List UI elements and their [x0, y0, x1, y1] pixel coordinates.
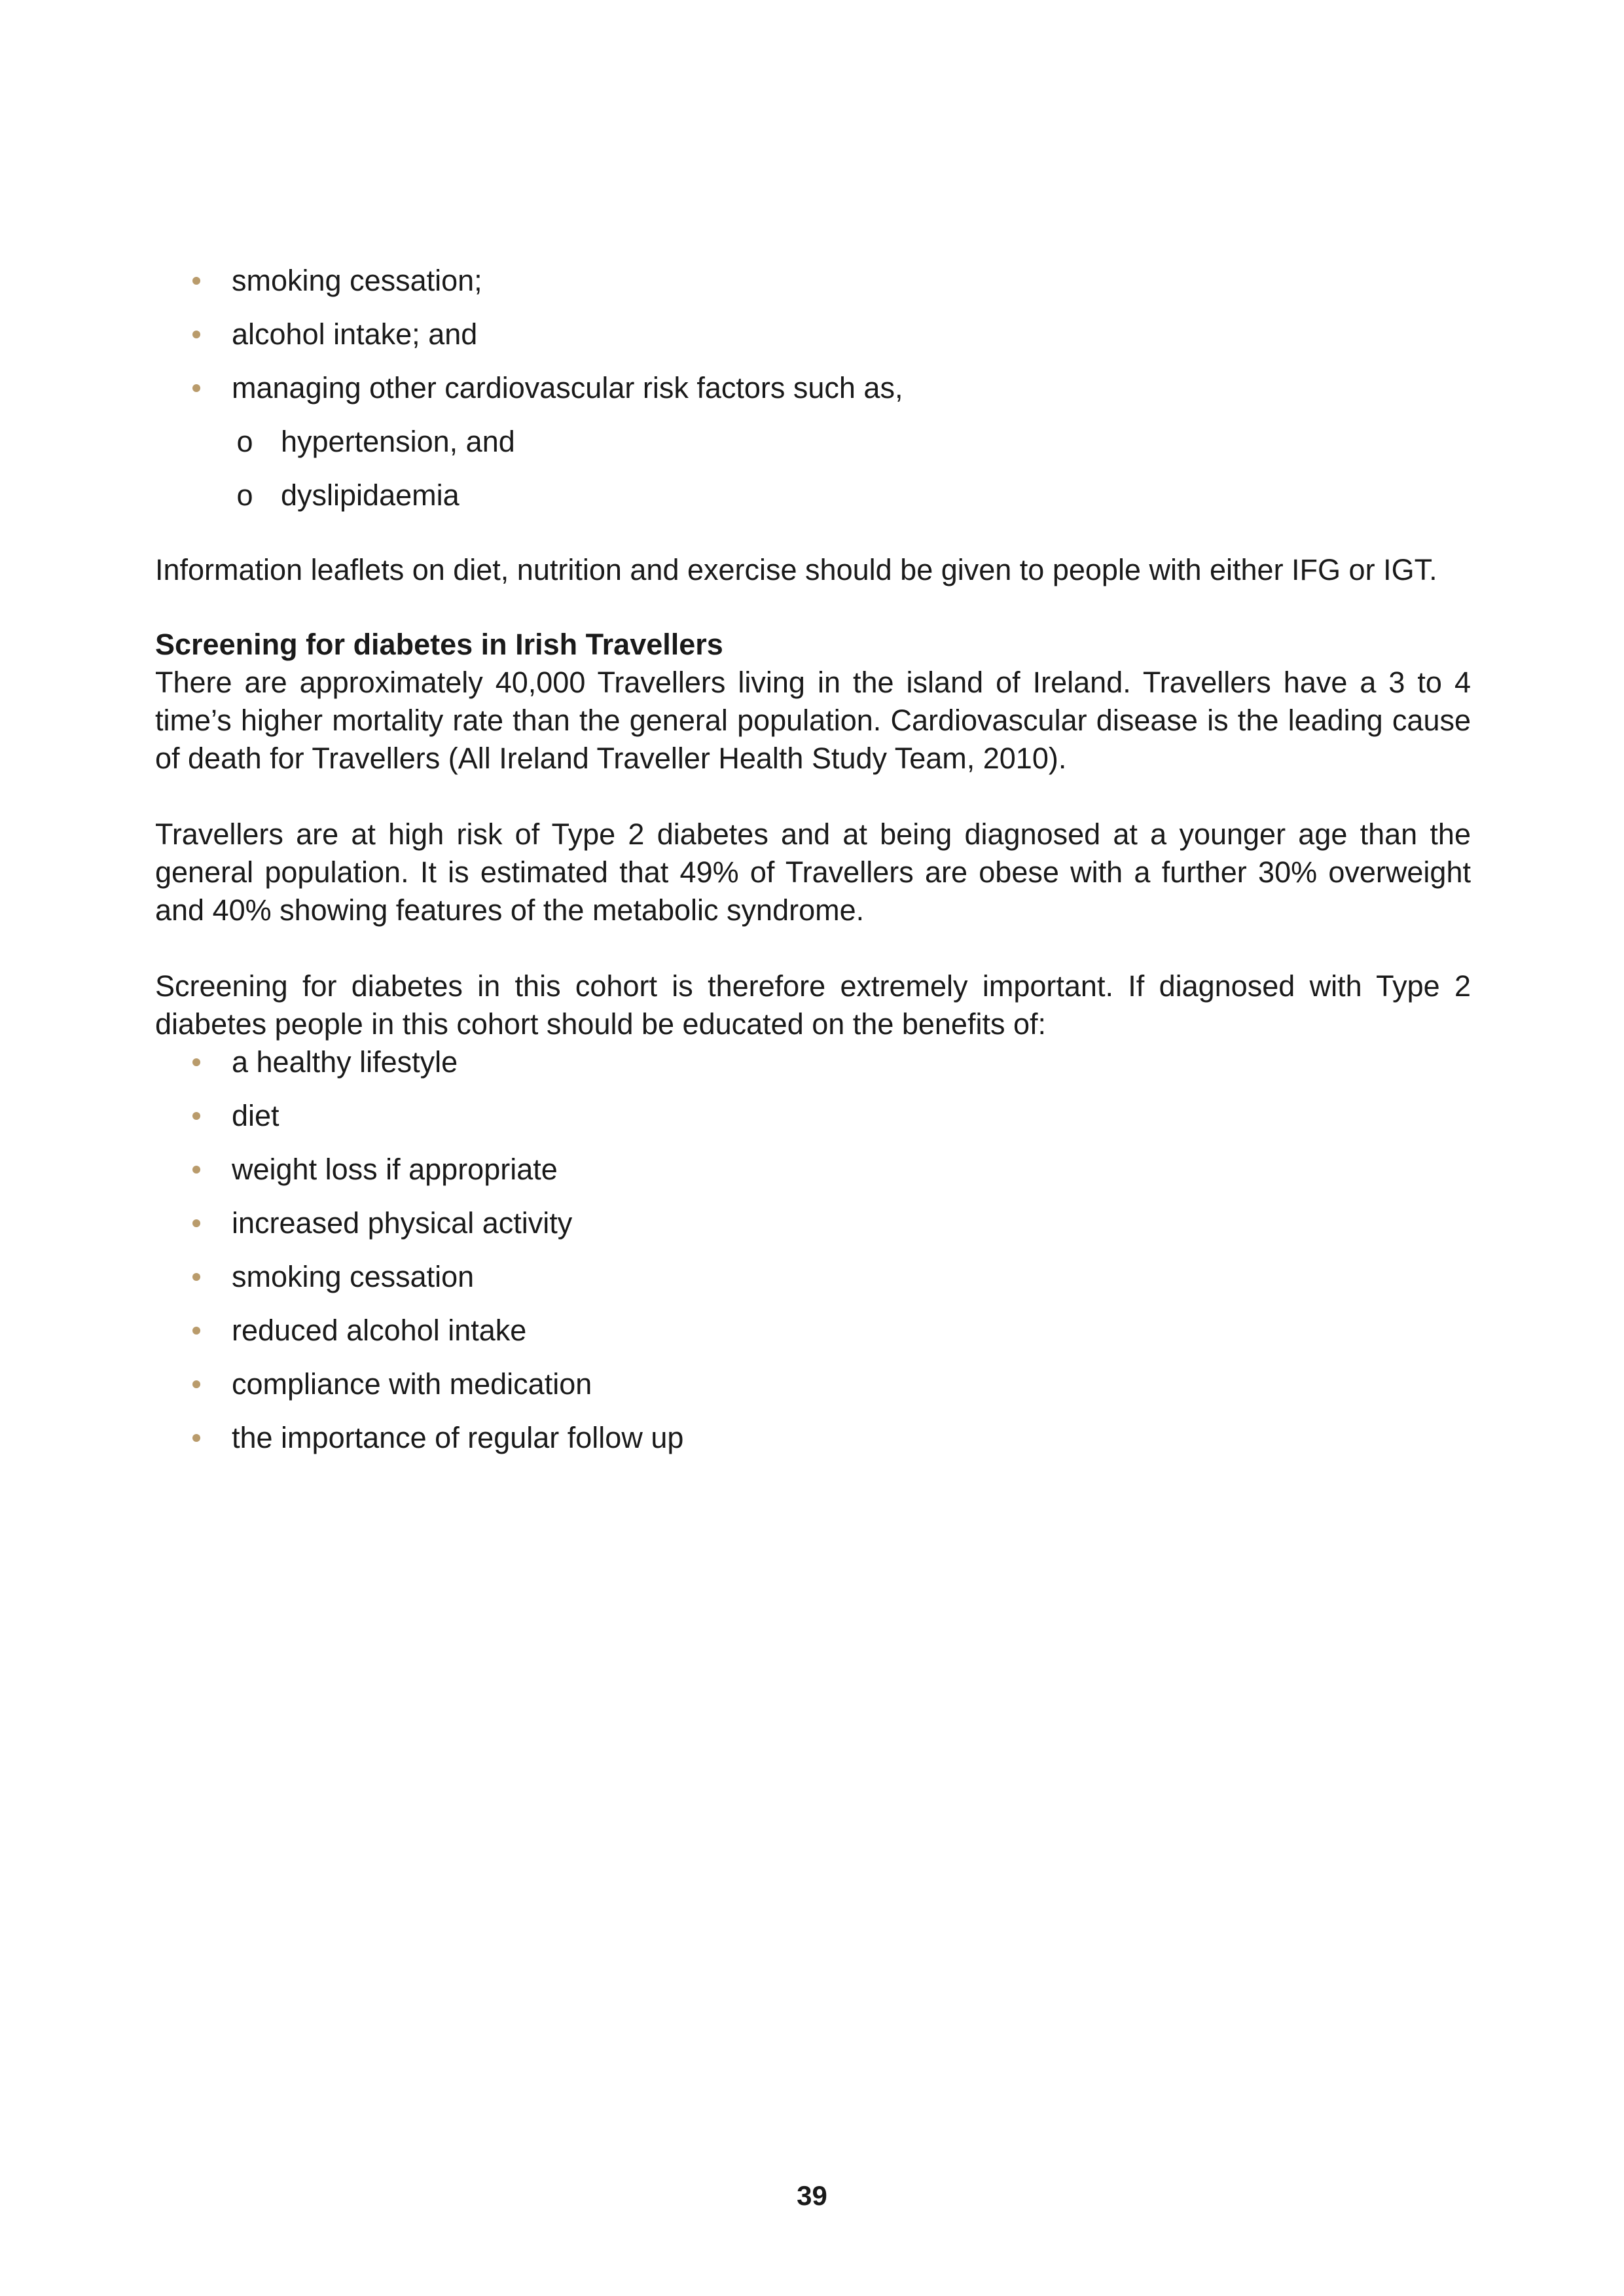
list-item	[155, 262, 1471, 300]
list-item	[155, 1258, 1471, 1296]
section-paragraph-2: Travellers are at high risk of Type 2 diabetes and at being diagnosed at a younger age than the general population. It is estimated that 49% of Travellers are obese with a further 30% overweight and 40% showing features of the metabolic syndrome.	[155, 817, 1471, 927]
section-heading: Screening for diabetes in Irish Travellers	[155, 628, 723, 661]
list-item-text: increased physical activity	[232, 1206, 573, 1240]
list-item	[155, 1365, 1471, 1403]
page-content	[155, 262, 1471, 1473]
list-item-text: compliance with medication	[232, 1367, 592, 1401]
bullet-dot-icon	[192, 1058, 200, 1066]
benefits-bullet-list	[155, 1043, 1471, 1457]
bullet-dot-icon	[192, 331, 200, 338]
bullet-dot-icon	[192, 1219, 200, 1227]
sub-list-item-text: dyslipidaemia	[281, 478, 460, 512]
list-item-text: a healthy lifestyle	[232, 1045, 458, 1079]
bullet-dot-icon	[192, 1434, 200, 1442]
list-item-text: smoking cessation	[232, 1260, 475, 1293]
hollow-circle-icon: o	[236, 478, 253, 512]
list-item	[155, 1204, 1471, 1242]
list-item-text: managing other cardiovascular risk factors such as,	[232, 371, 903, 404]
section-paragraph-3: Screening for diabetes in this cohort is therefore extremely important. If diagnosed with Type 2 diabetes people in this cohort should be educated on the benefits of:	[155, 969, 1471, 1041]
bullet-dot-icon	[192, 1327, 200, 1335]
list-item	[155, 315, 1471, 353]
sub-list-item	[232, 476, 1471, 514]
top-bullet-list	[155, 262, 1471, 514]
hollow-circle-icon: o	[236, 425, 253, 458]
list-item-text: the importance of regular follow up	[232, 1421, 684, 1454]
section-paragraph-1: There are approximately 40,000 Travellers living in the island of Ireland. Travellers have a 3 to 4 time’s higher mortality rate than the general population. Cardiovascular disease is the leading cause of death for Travellers (All Ireland Traveller Health Study Team, 2010).	[155, 666, 1471, 775]
sub-list-item-text: hypertension, and	[281, 425, 515, 458]
list-item	[155, 1097, 1471, 1135]
list-item	[155, 1312, 1471, 1350]
list-item-text: diet	[232, 1099, 280, 1132]
list-item-text: alcohol intake; and	[232, 317, 478, 351]
list-item	[155, 1419, 1471, 1457]
list-item-text: reduced alcohol intake	[232, 1314, 527, 1347]
list-item	[155, 1151, 1471, 1189]
bullet-dot-icon	[192, 277, 200, 285]
sub-list-item	[232, 423, 1471, 461]
info-paragraph: Information leaflets on diet, nutrition and exercise should be given to people with either IFG or IGT.	[155, 553, 1437, 586]
list-item	[155, 1043, 1471, 1081]
list-item	[155, 369, 1471, 514]
bullet-dot-icon	[192, 1273, 200, 1281]
bullet-dot-icon	[192, 1166, 200, 1174]
bullet-dot-icon	[192, 1112, 200, 1120]
list-item-text: weight loss if appropriate	[232, 1153, 558, 1186]
page-number: 39	[797, 2180, 827, 2211]
bullet-dot-icon	[192, 1380, 200, 1388]
bullet-dot-icon	[192, 384, 200, 392]
sub-bullet-list	[232, 423, 1471, 514]
list-item-text: smoking cessation;	[232, 264, 482, 297]
